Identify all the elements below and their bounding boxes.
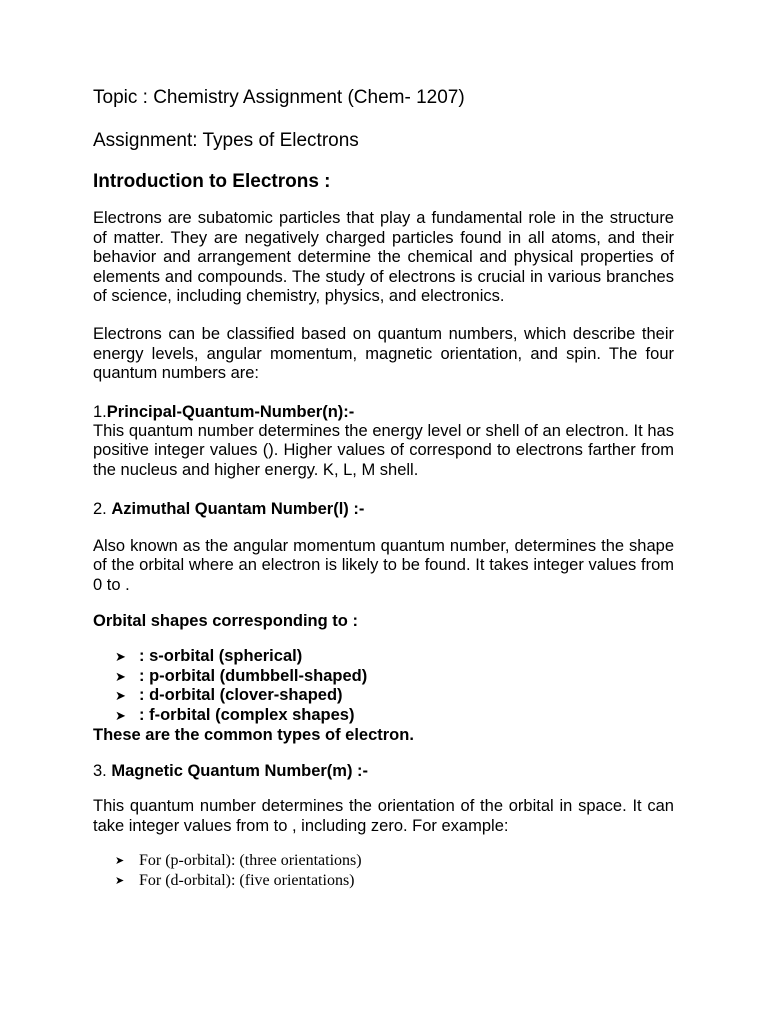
arrowhead-bullet-icon: ➤ bbox=[115, 688, 126, 704]
classification-paragraph: Electrons can be classified based on quantum numbers, which describe their energy levels, angular momentum, magnetic orientation, and spin. The four quantum numbers are: bbox=[93, 324, 674, 383]
arrowhead-bullet-icon: ➤ bbox=[115, 707, 126, 723]
section2-title: Azimuthal Quantam Number(l) :- bbox=[111, 499, 365, 518]
section3-heading bbox=[93, 761, 674, 781]
arrowhead-bullet-icon: ➤ bbox=[115, 873, 125, 887]
document-content bbox=[93, 86, 674, 891]
section3-number: 3. bbox=[93, 762, 112, 781]
list-item: ➤ For (d-orbital): (five orientations) bbox=[115, 871, 355, 889]
orbital-list bbox=[93, 647, 674, 725]
orbital-shapes-heading: Orbital shapes corresponding to : bbox=[93, 612, 358, 631]
section2-number: 2. bbox=[93, 499, 112, 518]
section1-text: This quantum number determines the energy level or shell of an electron. It has positive integer values (). Higher values of correspond to electrons farther from the nucleus and higher energy. K, L, M shell. bbox=[93, 421, 674, 479]
examples-list bbox=[93, 851, 674, 891]
intro-paragraph: Electrons are subatomic particles that play a fundamental role in the structure of matter. They are negatively charged particles found in all atoms, and their behavior and arrangement determine the chemical and physical properties of elements and compounds. The study of electrons is crucial in various branches of science, including chemistry, physics, and electronics. bbox=[93, 209, 674, 306]
list-item: ➤ : s-orbital (spherical) bbox=[115, 647, 303, 666]
section1-heading bbox=[93, 402, 674, 422]
list-item: ➤ : f-orbital (complex shapes) bbox=[115, 705, 355, 724]
section3-title: Magnetic Quantum Number(m) :- bbox=[111, 762, 369, 781]
arrowhead-bullet-icon: ➤ bbox=[115, 853, 125, 867]
common-types-note: These are the common types of electron. bbox=[93, 726, 414, 745]
section2-text: Also known as the angular momentum quantum number, determines the shape of the orbital where an electron is likely to be found. It takes integer values from 0 to . bbox=[93, 536, 674, 594]
topic-line: Topic : Chemistry Assignment (Chem- 1207) bbox=[93, 87, 465, 108]
section1-number: 1. bbox=[93, 402, 107, 421]
section1-title: Principal-Quantum-Number(n):- bbox=[106, 402, 355, 421]
arrowhead-bullet-icon: ➤ bbox=[115, 649, 126, 665]
list-item: ➤ For (p-orbital): (three orientations) bbox=[115, 851, 362, 869]
list-item: ➤ : p-orbital (dumbbell-shaped) bbox=[115, 666, 368, 685]
list-item: ➤ : d-orbital (clover-shaped) bbox=[115, 686, 343, 705]
section2-heading bbox=[93, 499, 674, 519]
assignment-title: Assignment: Types of Electrons bbox=[93, 130, 359, 151]
intro-heading: Introduction to Electrons : bbox=[93, 171, 331, 192]
arrowhead-bullet-icon: ➤ bbox=[115, 668, 126, 684]
section3-text: This quantum number determines the orientation of the orbital in space. It can take integer values from to , including zero. For example: bbox=[93, 797, 674, 835]
